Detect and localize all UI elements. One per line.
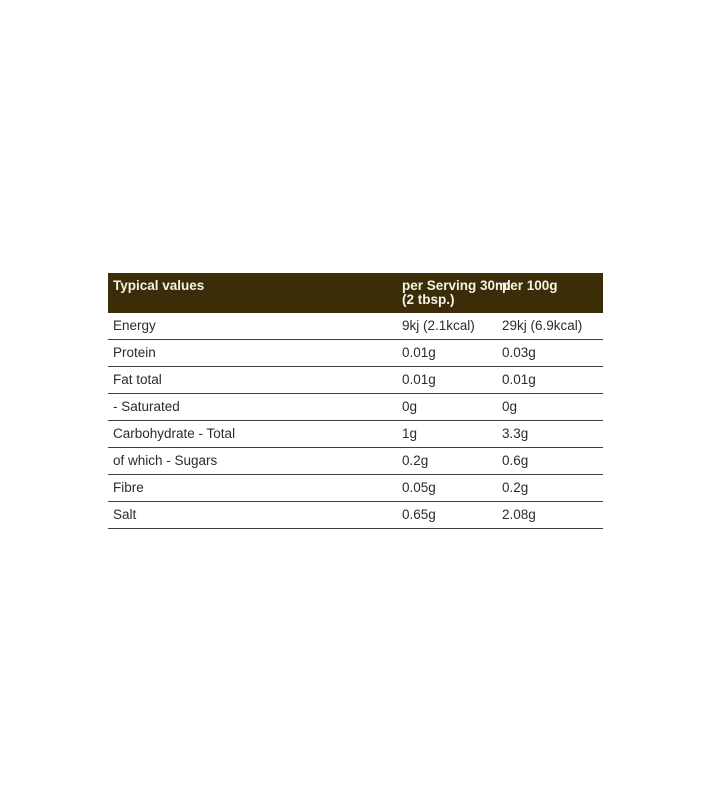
row-label: Fat total	[113, 372, 162, 387]
row-per-100g-value: 0.03g	[502, 345, 536, 360]
row-label: Protein	[113, 345, 156, 360]
header-per-serving	[402, 278, 511, 313]
row-label: of which - Sugars	[113, 453, 218, 468]
row-per-100g-value: 0.2g	[502, 480, 529, 495]
row-per-serving-value: 0.2g	[402, 453, 429, 468]
table-header-row	[108, 273, 603, 313]
row-label: Salt	[113, 507, 137, 522]
row-per-serving-value: 0.01g	[402, 345, 436, 360]
row-label: - Saturated	[113, 399, 180, 414]
header-typical-values: Typical values	[113, 278, 205, 293]
row-per-100g-value: 0.6g	[502, 453, 529, 468]
row-label: Fibre	[113, 480, 144, 495]
row-label: Energy	[113, 318, 156, 333]
row-per-100g-value: 0.01g	[502, 372, 536, 387]
table-row-saturated	[108, 394, 603, 421]
header-per-serving-line1: per Serving 30ml	[402, 278, 511, 293]
row-per-serving-value: 9kj (2.1kcal)	[402, 318, 475, 333]
table-row-carbohydrate-total	[108, 421, 603, 448]
table-row-salt	[108, 502, 603, 529]
header-per-serving-line2: (2 tbsp.)	[402, 292, 455, 307]
table-row-fibre	[108, 475, 603, 502]
table-row-of-which-sugars	[108, 448, 603, 475]
row-per-100g-value: 3.3g	[502, 426, 529, 441]
row-per-serving-value: 0.05g	[402, 480, 436, 495]
table-row-fat-total	[108, 367, 603, 394]
row-per-serving-value: 0.01g	[402, 372, 436, 387]
row-per-serving-value: 0.65g	[402, 507, 436, 522]
row-per-100g-value: 29kj (6.9kcal)	[502, 318, 583, 333]
row-label: Carbohydrate - Total	[113, 426, 236, 441]
table-row-protein	[108, 340, 603, 367]
table-row-energy	[108, 313, 603, 340]
row-per-100g-value: 0g	[502, 399, 518, 414]
row-per-serving-value: 0g	[402, 399, 418, 414]
header-per-100g: per 100g	[502, 278, 558, 293]
nutrition-facts-table	[108, 273, 603, 529]
row-per-serving-value: 1g	[402, 426, 418, 441]
row-per-100g-value: 2.08g	[502, 507, 536, 522]
